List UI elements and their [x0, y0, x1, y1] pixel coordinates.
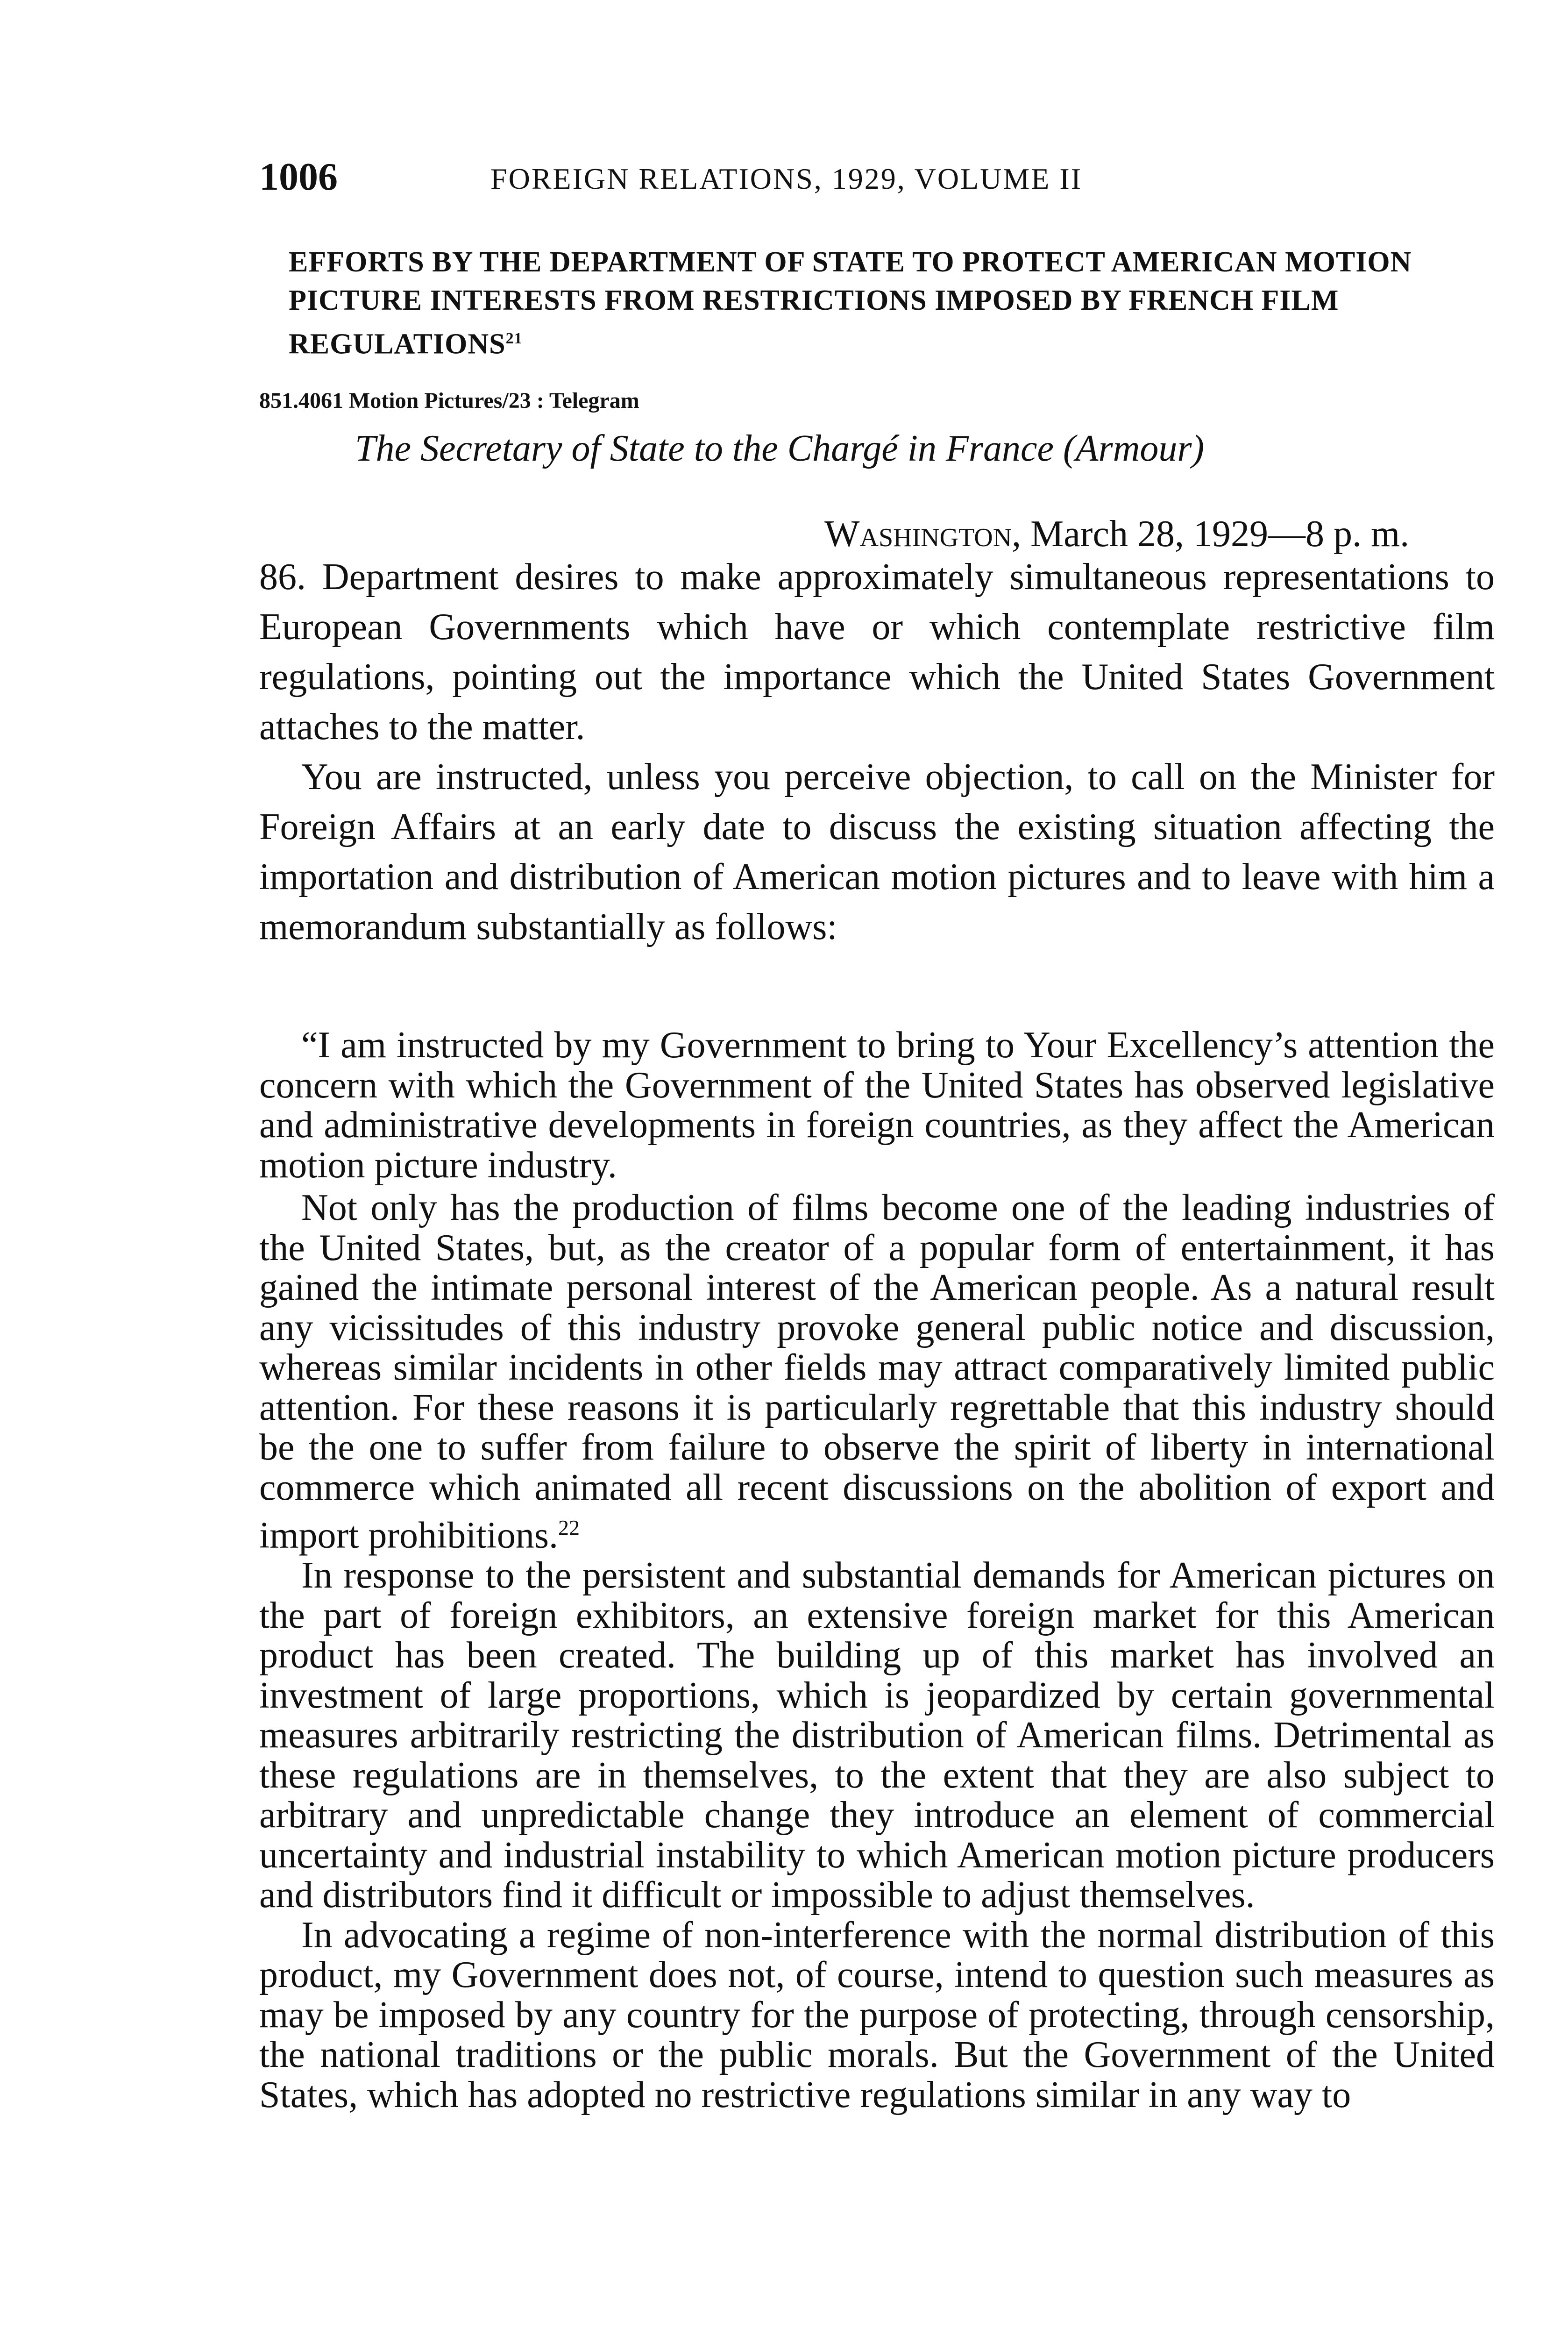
dateline — [824, 513, 1409, 556]
section-heading — [289, 243, 1512, 363]
memo-paragraph: In response to the persistent and substantial demands for American pictures on the part of foreign exhibitors, an extensive foreign market for this American product has been created. The building up of this market has involved an investment of large proportions, which is jeopardized by certain governmental measures arbitrarily restricting the distribution of American films. Detrimental as these regulations are in themselves, to the extent that they are also subject to arbitrary and unpredictable change they introduce an element of commercial uncertainty and industrial instability to which American motion picture producers and distributors find it difficult or impossible to adjust themselves. — [259, 1555, 1495, 1916]
paragraph-instructions: You are instructed, unless you perceive objection, to call on the Minister for Foreign Affairs at an early date to discuss the existing situation affecting the importation and distribution of American motion pictures and to leave with him a memorandum substantially as follows: — [259, 756, 1495, 947]
footnote-ref-21: 21 — [505, 330, 523, 347]
document-title: The Secretary of State to the Chargé in France (Armour) — [355, 428, 1205, 469]
page-number: 1006 — [259, 155, 338, 199]
memo-paragraph: “I am instructed by my Government to bring to Your Excellency’s attention the concern with which the Government of the United States has observed legislative and administrative developments in foreign countries, as they affect the American motion picture industry. — [259, 1025, 1495, 1186]
memo-paragraph: In advocating a regime of non-interference with the normal distribution of this product, my Government does not, of course, intend to question such measures as may be imposed by any country for the purpose of protecting, through censorship, the national traditions or the public morals. But the Government of the United States, which has adopted no restrictive regulations similar in any way to — [259, 1914, 1495, 2115]
telegram-body — [259, 552, 1495, 952]
dateline-place: Washington — [824, 513, 1012, 555]
dateline-date: , March 28, 1929—8 p. m. — [1012, 513, 1410, 555]
footnote-ref-22: 22 — [558, 1516, 580, 1539]
section-heading-text: EFFORTS BY THE DEPARTMENT OF STATE TO PROTECT AMERICAN MOTION PICTURE INTERESTS FROM RESTRICTIONS IMPOSED BY FRENCH FILM REGULATIONS — [289, 246, 1412, 360]
running-title: FOREIGN RELATIONS, 1929, VOLUME II — [490, 162, 1082, 195]
memo-paragraph-text: Not only has the production of films become one of the leading industries of the United States, but, as the creator of a popular form of entertainment, it has gained the intimate personal interest of the American people. As a natural result any vicissitudes of this industry provoke general public notice and discussion, whereas similar incidents in other fields may attract comparatively limited public attention. For these reasons it is particularly regrettable that this industry should be the one to suffer from failure to observe the spirit of liberty in international commerce which animated all recent discussions on the abolition of export and import prohibitions. — [259, 1187, 1495, 1556]
running-head — [259, 154, 1497, 206]
memorandum — [259, 1026, 1495, 2115]
paragraph-86: 86. Department desires to make approximately simultaneous representations to European Governments which have or which contemplate restrictive film regulations, pointing out the importance which the United States Government attaches to the matter. — [259, 556, 1495, 748]
file-reference: 851.4061 Motion Pictures/23 : Telegram — [259, 388, 639, 413]
memo-paragraph — [259, 1188, 1495, 1556]
